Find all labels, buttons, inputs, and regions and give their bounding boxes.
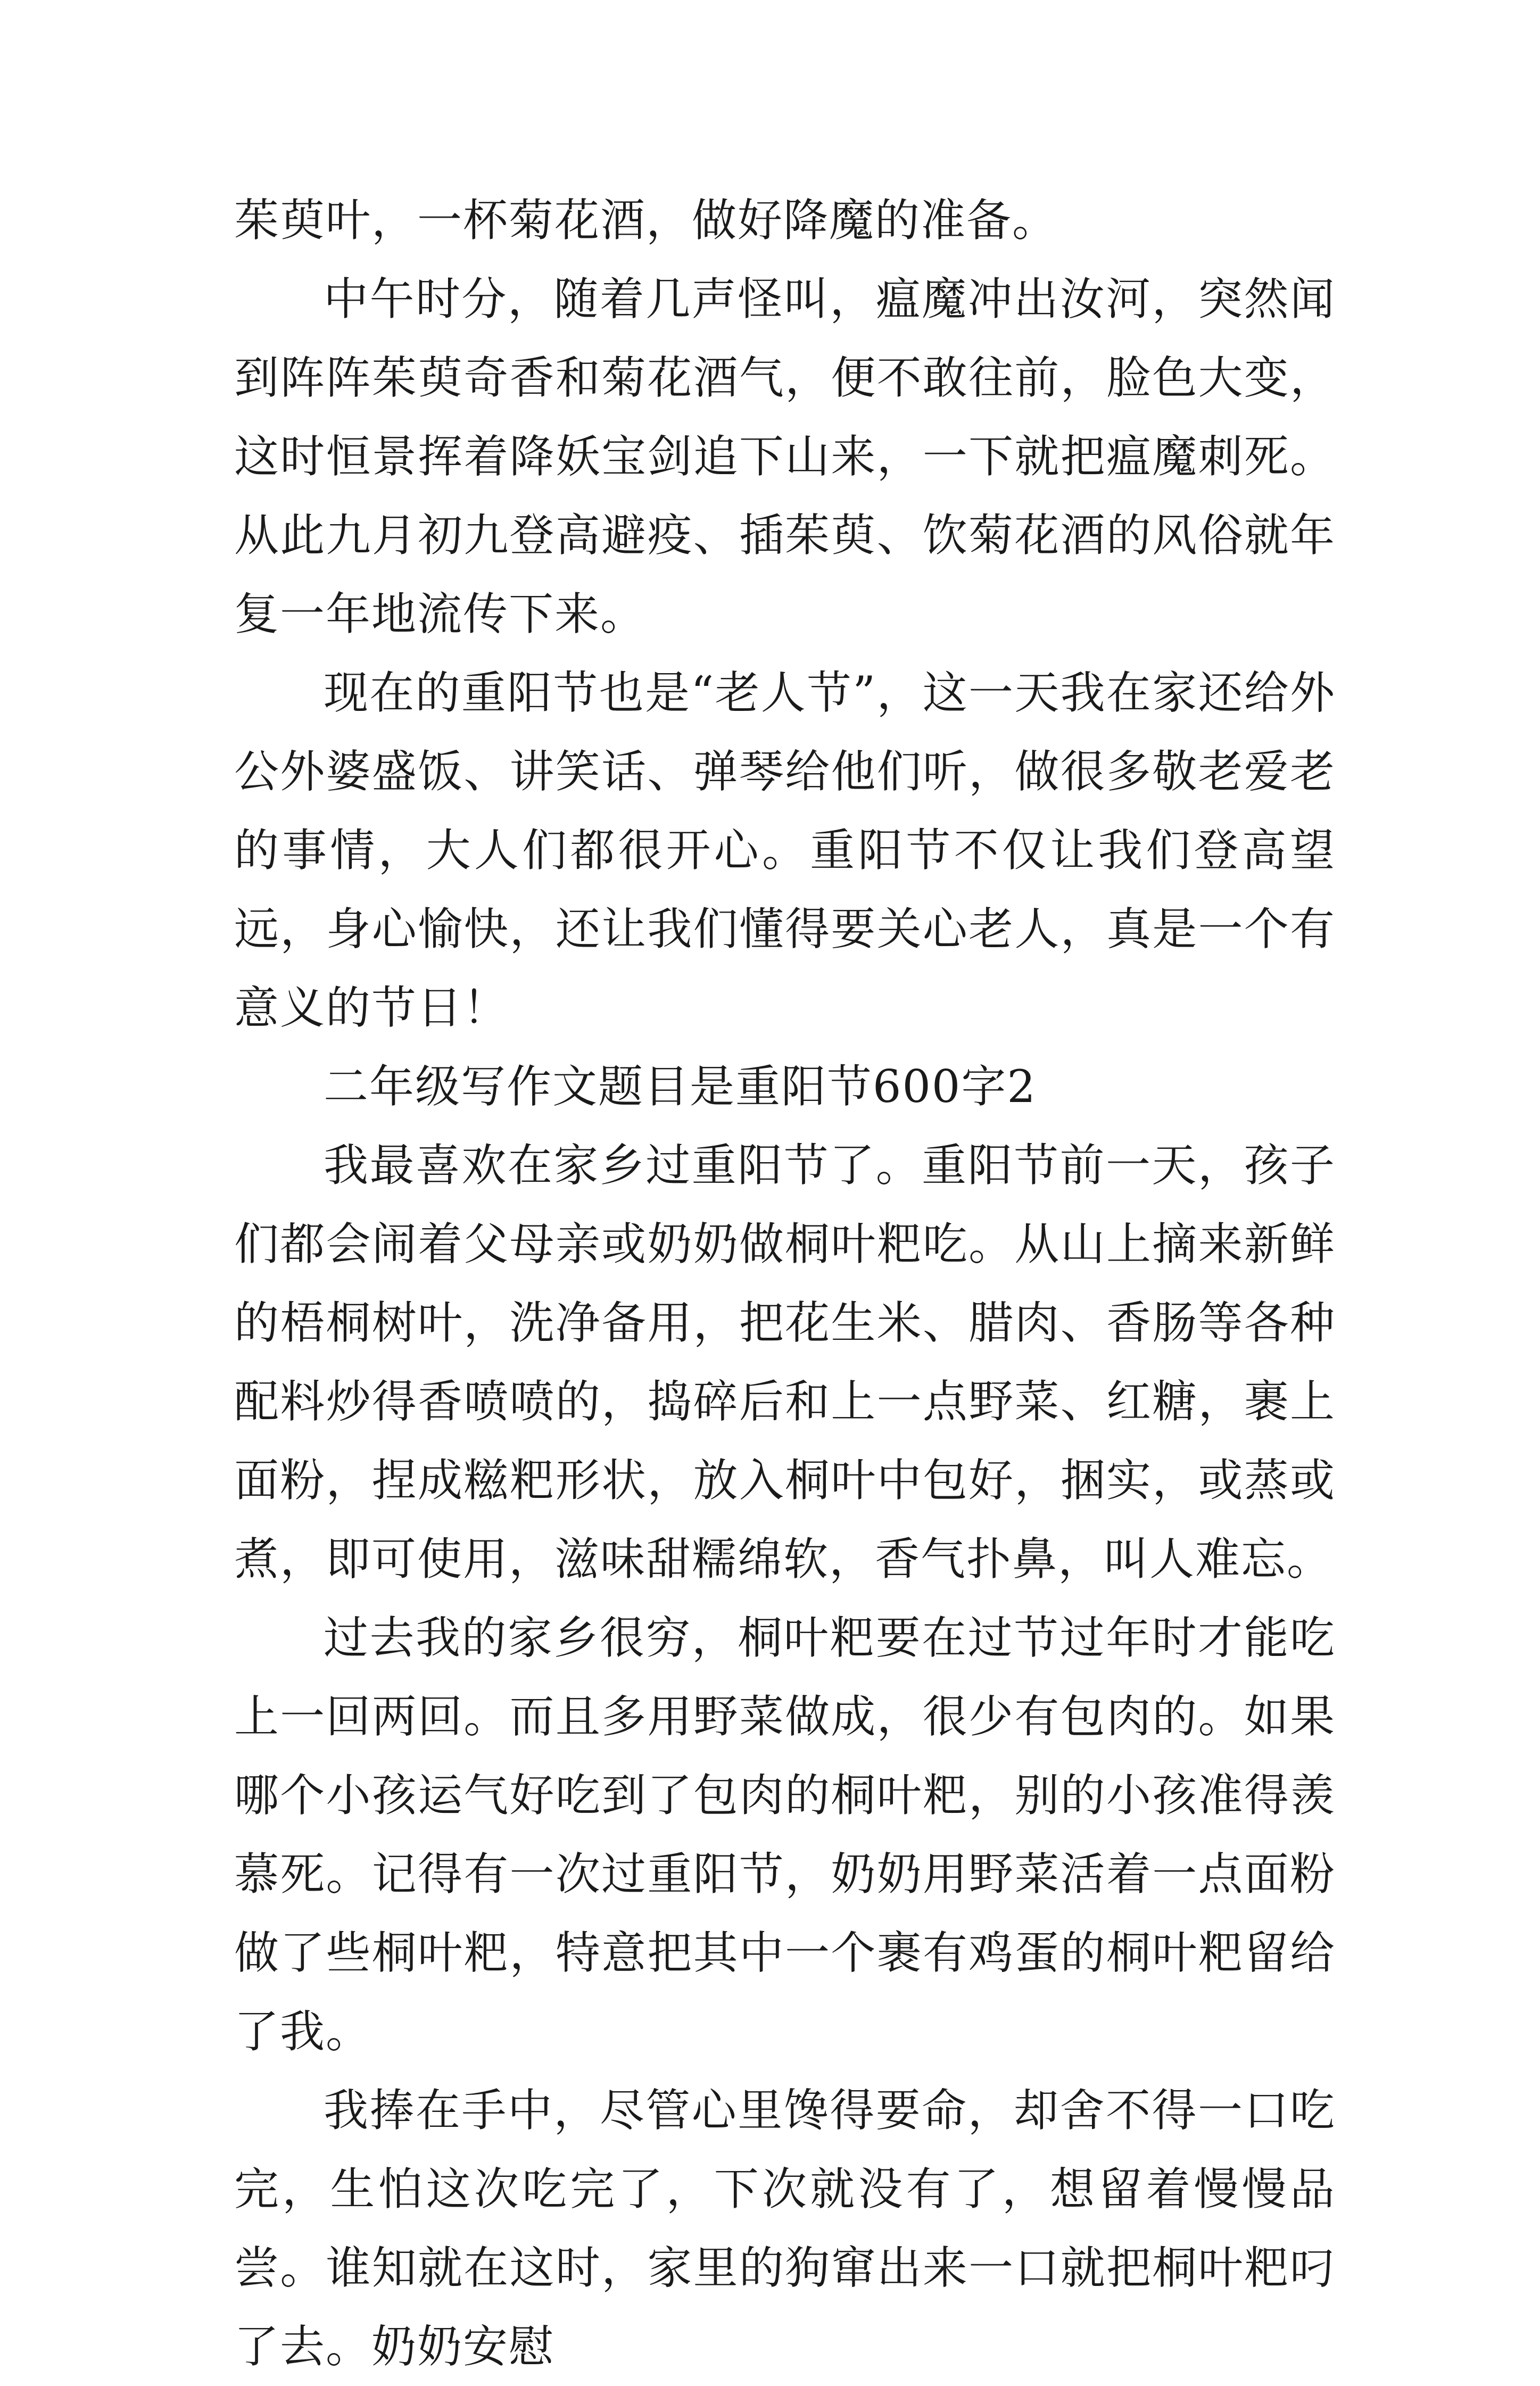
section-heading: 二年级写作文题目是重阳节600字2: [324, 1061, 1037, 1113]
paragraph-2: 中午时分，随着几声怪叫，瘟魔冲出汝河，突然闻到阵阵茱萸奇香和菊花酒气，便不敢往前，脸色大变，这时恒景挥着降妖宝剑追下山来，一下就把瘟魔刺死。从此九月初九登高避疫、插茱萸、饮菊花酒的风俗就年复一年地流传下来。: [234, 273, 1336, 640]
document-body: [234, 181, 1336, 2386]
paragraph-3: 现在的重阳节也是“老人节”，这一天我在家还给外公外婆盛饭、讲笑话、弹琴给他们听，做很多敬老爱老的事情，大人们都很开心。重阳节不仅让我们登高望远，身心愉快，还让我们懂得要关心老人，真是一个有意义的节日！: [234, 667, 1336, 1034]
paragraph-6: 我捧在手中，尽管心里馋得要命，却舍不得一口吃完，生怕这次吃完了，下次就没有了，想留着慢慢品尝。谁知就在这时，家里的狗窜出来一口就把桐叶粑叼了去。奶奶安慰: [234, 2084, 1336, 2373]
paragraph-4: 我最喜欢在家乡过重阳节了。重阳节前一天，孩子们都会闹着父母亲或奶奶做桐叶粑吃。从山上摘来新鲜的梧桐树叶，洗净备用，把花生米、腊肉、香肠等各种配料炒得香喷喷的，捣碎后和上一点野菜、红糖，裹上面粉，捏成糍粑形状，放入桐叶中包好，捆实，或蒸或煮，即可使用，滋味甜糯绵软，香气扑鼻，叫人难忘。: [234, 1139, 1336, 1585]
paragraph-1: 茱萸叶，一杯菊花酒，做好降魔的准备。: [234, 194, 1058, 246]
paragraph-5: 过去我的家乡很穷，桐叶粑要在过节过年时才能吃上一回两回。而且多用野菜做成，很少有包肉的。如果哪个小孩运气好吃到了包肉的桐叶粑，别的小孩准得羡慕死。记得有一次过重阳节，奶奶用野菜活着一点面粉做了些桐叶粑，特意把其中一个裹有鸡蛋的桐叶粑留给了我。: [234, 1612, 1336, 2058]
